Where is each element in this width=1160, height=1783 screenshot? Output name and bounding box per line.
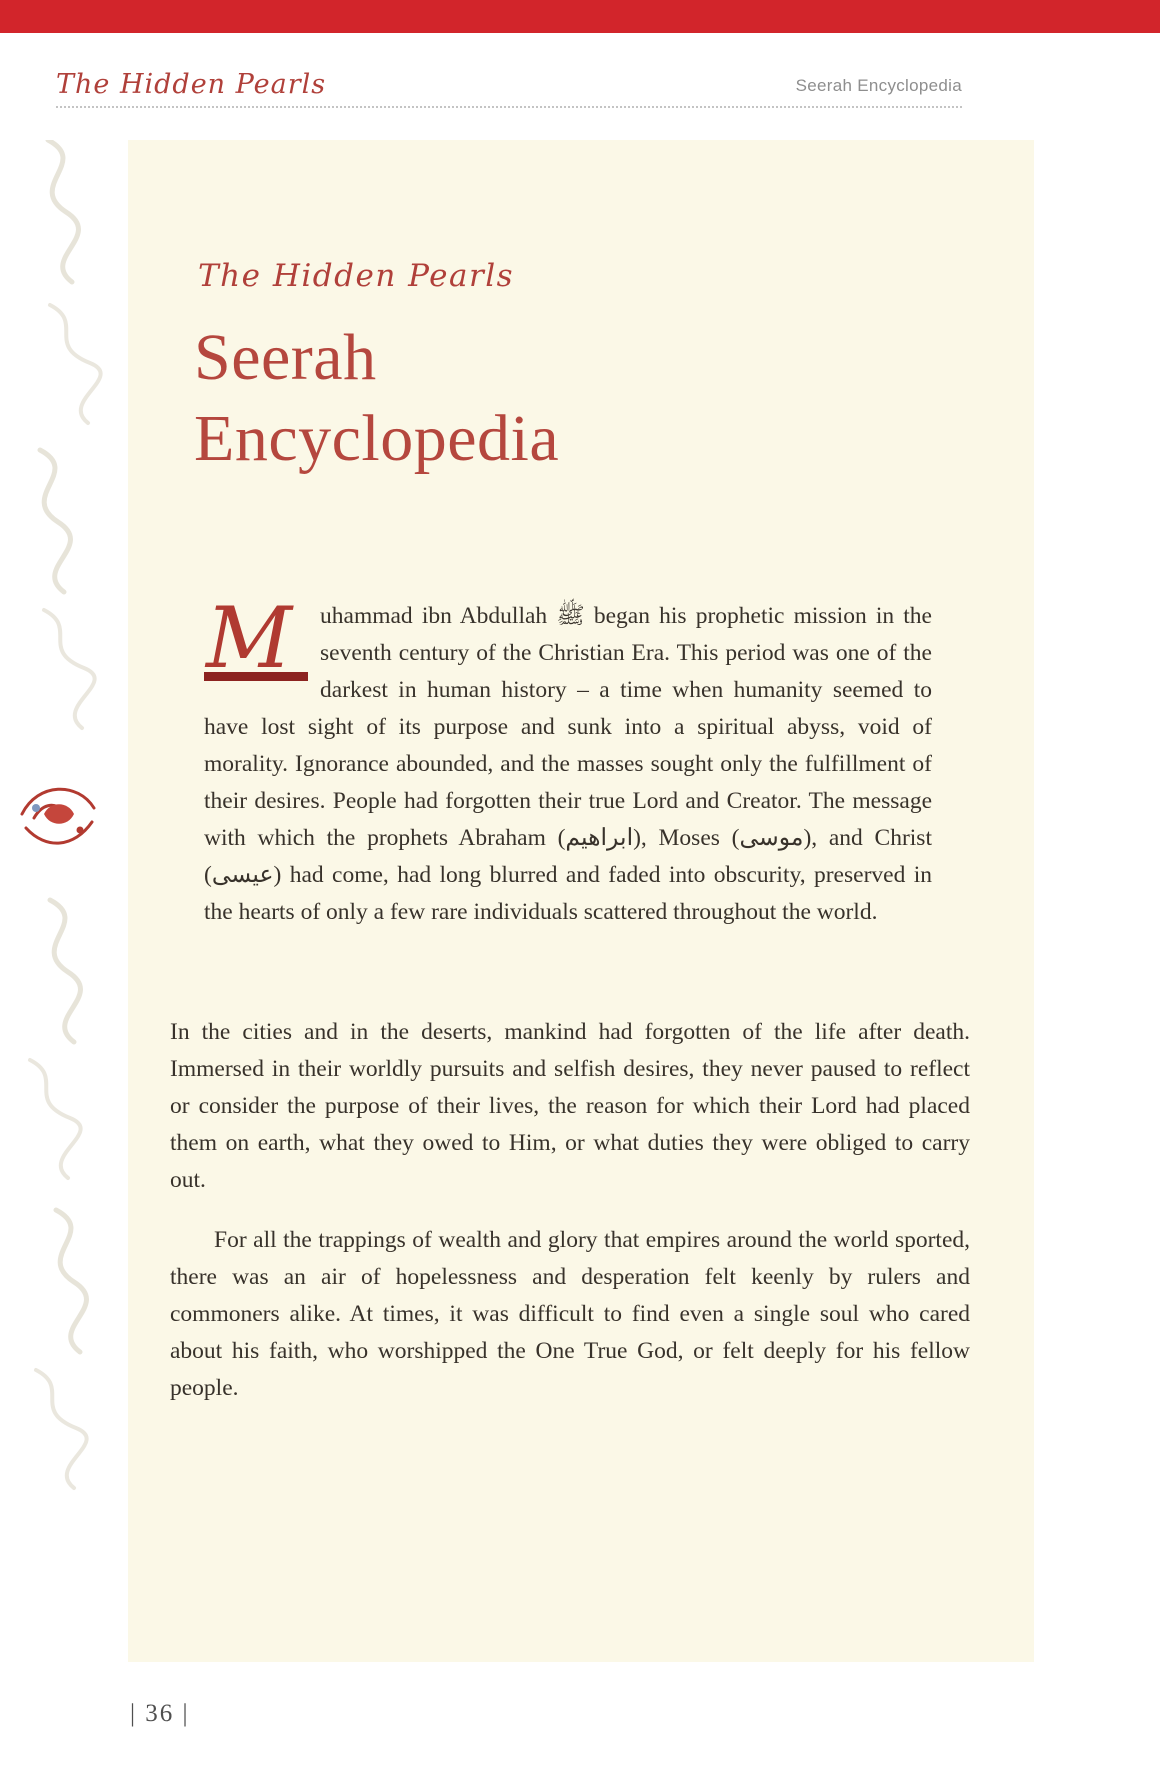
header-series-title: The Hidden Pearls — [56, 69, 327, 100]
chapter-title — [194, 318, 559, 479]
dropcap-m: M — [204, 602, 308, 681]
chapter-title-line2: Encyclopedia — [194, 401, 560, 475]
calligraphy-watermark-icon — [10, 140, 120, 1510]
paragraph-1 — [204, 589, 932, 931]
paragraph-3: For all the trappings of wealth and glory that empires around the world sported, there was an air of hopelessness and desperation felt keenly by rulers and commoners alike. At times, it was difficult to find even a single soul who cared about his faith, who worshipped the One True God, or felt deeply for his fellow people. — [170, 1227, 970, 1401]
margin-calligraphy-watermark — [10, 140, 120, 1510]
header-book-title: Seerah Encyclopedia — [795, 76, 962, 95]
paragraph-2: In the cities and in the deserts, mankind had forgotten of the life after death. Immersed in their worldly pursuits and selfish desires, they never paused to reflect or consider the purpose of their lives, the reason for which their Lord had placed them on earth, what they owed to Him, or what duties they were obliged to carry out. — [170, 1019, 970, 1193]
chapter-title-line1: Seerah — [194, 321, 377, 394]
page-header — [56, 56, 962, 108]
ornament-emblem-icon — [12, 768, 104, 860]
paragraph-1-text: uhammad ibn Abdullah ﷺ began his prophetic mission in the seventh century of the Christian Era. This period was one of the darkest in human history – a time when humanity seemed to have lost sight of its purpose and sunk into a spiritual abyss, void of morality. Ignorance abounded, and the masses sought only the fulfillment of their desires. People had forgotten their true Lord and Creator. The message with which the prophets Abraham (ابراهيم), Moses (موسى), and Christ (عيسى) had come, had long blurred and faded into obscurity, preserved in the hearts of only a few rare individuals scattered throughout the world. — [204, 603, 932, 925]
series-script-title: The Hidden Pearls — [198, 258, 515, 294]
page-number: | 36 | — [130, 1700, 190, 1727]
top-red-bar — [0, 0, 1160, 33]
content-panel — [128, 140, 1034, 1662]
